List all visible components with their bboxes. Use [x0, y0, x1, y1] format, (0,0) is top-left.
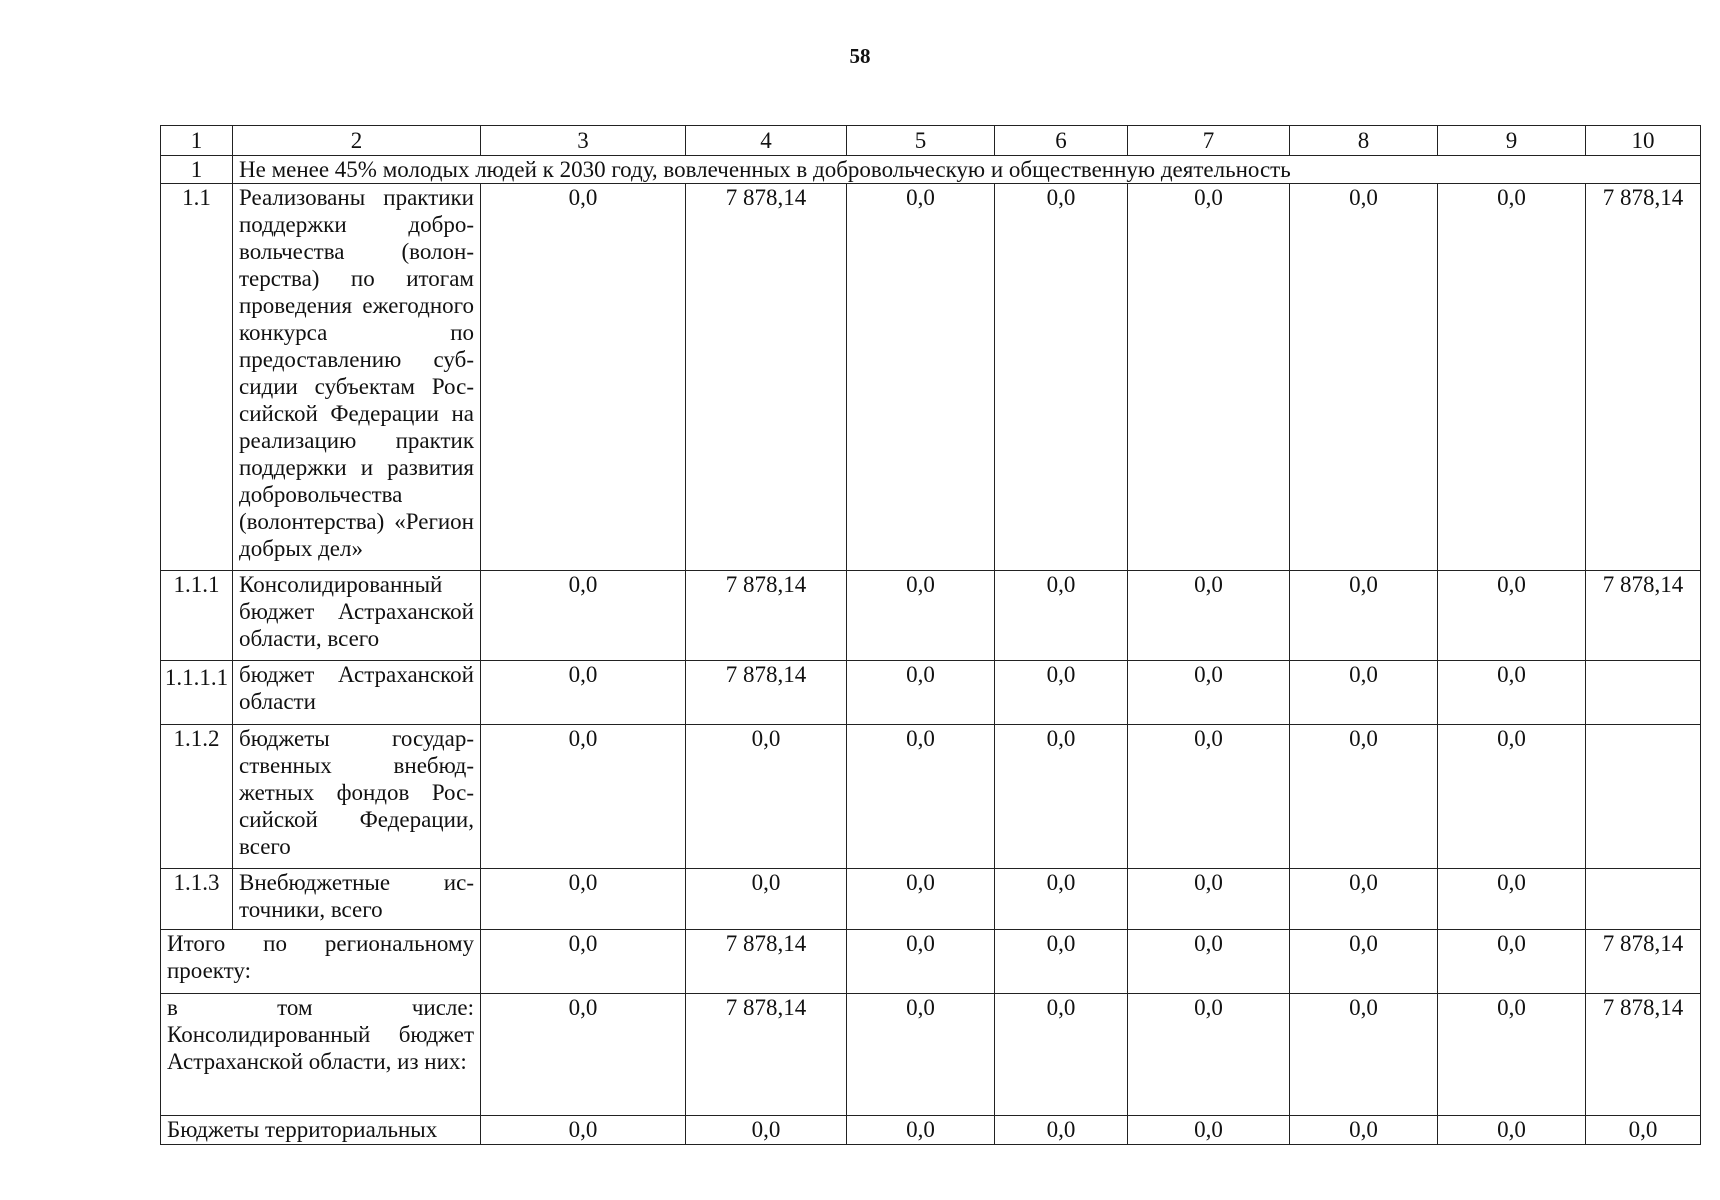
value-cell: 0,0 [1290, 661, 1438, 725]
row-number: 1.1 [161, 184, 233, 571]
total-label: Бюджеты территориальных [161, 1116, 481, 1145]
value-cell: 0,0 [995, 571, 1128, 661]
column-number: 7 [1128, 126, 1290, 156]
value-cell: 0,0 [995, 869, 1128, 930]
value-cell: 0,0 [1290, 994, 1438, 1116]
table-row [161, 571, 1701, 661]
value-cell: 0,0 [686, 725, 847, 869]
value-cell: 0,0 [481, 994, 686, 1116]
row-number: 1.1.3 [161, 869, 233, 930]
value-cell: 7 878,14 [1586, 930, 1701, 994]
total-row [161, 994, 1701, 1116]
value-cell: 0,0 [1290, 571, 1438, 661]
value-cell: 0,0 [847, 1116, 995, 1145]
column-number: 10 [1586, 126, 1701, 156]
value-cell: 0,0 [995, 725, 1128, 869]
value-cell: 0,0 [995, 994, 1128, 1116]
value-cell: 0,0 [847, 869, 995, 930]
value-cell: 0,0 [1586, 1116, 1701, 1145]
value-cell: 0,0 [995, 184, 1128, 571]
table-row [161, 725, 1701, 869]
value-cell: 7 878,14 [1586, 571, 1701, 661]
column-number: 2 [233, 126, 481, 156]
value-cell [1586, 869, 1701, 930]
value-cell: 0,0 [481, 571, 686, 661]
total-label: Итого по региональному проекту: [161, 930, 481, 994]
value-cell: 7 878,14 [686, 184, 847, 571]
goal-text: Не менее 45% молодых людей к 2030 году, вовлеченных в добровольческую и общественную деятельность [233, 156, 1701, 184]
total-row [161, 930, 1701, 994]
value-cell: 0,0 [481, 1116, 686, 1145]
value-cell: 0,0 [1128, 571, 1290, 661]
value-cell: 0,0 [847, 571, 995, 661]
total-label: в том числе: Консолидированный бюджет Астраханской области, из них: [161, 994, 481, 1116]
value-cell: 0,0 [1438, 994, 1586, 1116]
value-cell: 0,0 [995, 661, 1128, 725]
value-cell: 0,0 [1290, 869, 1438, 930]
value-cell: 0,0 [1290, 725, 1438, 869]
value-cell: 0,0 [686, 1116, 847, 1145]
value-cell: 0,0 [1290, 184, 1438, 571]
value-cell: 0,0 [481, 869, 686, 930]
value-cell: 0,0 [847, 184, 995, 571]
value-cell: 0,0 [481, 661, 686, 725]
value-cell: 0,0 [847, 661, 995, 725]
value-cell: 0,0 [1438, 930, 1586, 994]
row-description: Консолидированный бюджет Астраханской области, всего [233, 571, 481, 661]
row-description: бюджет Астраханской области [233, 661, 481, 725]
value-cell: 0,0 [1128, 184, 1290, 571]
value-cell [1586, 661, 1701, 725]
total-row [161, 1116, 1701, 1145]
value-cell: 0,0 [1438, 869, 1586, 930]
value-cell: 7 878,14 [1586, 994, 1701, 1116]
value-cell: 0,0 [1438, 1116, 1586, 1145]
column-number: 9 [1438, 126, 1586, 156]
value-cell: 0,0 [847, 994, 995, 1116]
value-cell: 0,0 [1128, 869, 1290, 930]
value-cell: 0,0 [847, 930, 995, 994]
value-cell: 0,0 [847, 725, 995, 869]
value-cell: 0,0 [1290, 930, 1438, 994]
value-cell: 0,0 [481, 930, 686, 994]
value-cell: 0,0 [481, 184, 686, 571]
value-cell: 0,0 [481, 725, 686, 869]
value-cell: 7 878,14 [686, 930, 847, 994]
goal-row [161, 156, 1701, 184]
column-number: 3 [481, 126, 686, 156]
value-cell: 0,0 [995, 1116, 1128, 1145]
table-row [161, 869, 1701, 930]
value-cell: 0,0 [1438, 184, 1586, 571]
budget-table [160, 125, 1701, 1145]
value-cell: 0,0 [995, 930, 1128, 994]
column-number-row [161, 126, 1701, 156]
value-cell [1586, 725, 1701, 869]
value-cell: 7 878,14 [686, 994, 847, 1116]
value-cell: 0,0 [1438, 725, 1586, 869]
value-cell: 7 878,14 [686, 661, 847, 725]
table-row [161, 661, 1701, 725]
row-number: 1 [161, 156, 233, 184]
value-cell: 0,0 [1128, 1116, 1290, 1145]
value-cell: 0,0 [1438, 661, 1586, 725]
row-description: Реализованы практики поддержки добровольчества (волонтерства) по итогам проведения ежегодного конкурса по предоставлению субсидии субъектам Российской Федерации на реализацию практик поддержки и развития добровольчества (волонтерства) «Регион добрых дел» [233, 184, 481, 571]
column-number: 6 [995, 126, 1128, 156]
column-number: 5 [847, 126, 995, 156]
value-cell: 0,0 [1128, 994, 1290, 1116]
value-cell: 0,0 [1290, 1116, 1438, 1145]
value-cell: 0,0 [1128, 725, 1290, 869]
row-number: 1.1.1 [161, 571, 233, 661]
row-number: 1.1.2 [161, 725, 233, 869]
column-number: 4 [686, 126, 847, 156]
value-cell: 0,0 [686, 869, 847, 930]
column-number: 1 [161, 126, 233, 156]
value-cell: 7 878,14 [1586, 184, 1701, 571]
page-number: 58 [849, 44, 871, 68]
column-number: 8 [1290, 126, 1438, 156]
row-description: Внебюджетные источники, всего [233, 869, 481, 930]
table-row [161, 184, 1701, 571]
value-cell: 7 878,14 [686, 571, 847, 661]
row-number: 1.1.1.1 [161, 661, 233, 725]
row-description: бюджеты государственных внебюджетных фондов Российской Федерации, всего [233, 725, 481, 869]
value-cell: 0,0 [1128, 661, 1290, 725]
value-cell: 0,0 [1438, 571, 1586, 661]
value-cell: 0,0 [1128, 930, 1290, 994]
